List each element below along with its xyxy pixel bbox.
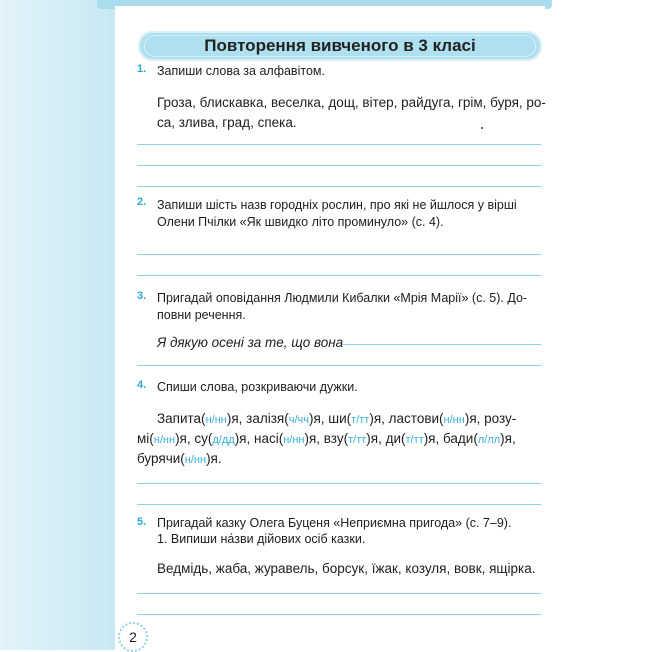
task-2-instruction-line1: Запиши шість назв городніх рослин, про які не йшлося у вірші <box>157 198 517 212</box>
page-margin-decoration <box>0 0 121 650</box>
writing-line[interactable] <box>137 614 541 615</box>
task-4-words-line2: мі(н/нн)я, су(д/дд)я, насі(н/нн)я, взу(т/тт)я, ди(т/тт)я, бади(л/лл)я, <box>137 431 516 446</box>
writing-line[interactable] <box>137 144 541 145</box>
task-5-words: Ведмідь, жаба, журавель, борсук, їжак, козуля, вовк, ящірка. <box>157 561 536 576</box>
task-2-number: 2. <box>137 196 147 208</box>
writing-line[interactable] <box>137 165 541 166</box>
task-1-words-line2: са, злива, град, спека. <box>157 115 297 130</box>
task-1-number: 1. <box>137 63 147 75</box>
task-3-number: 3. <box>137 290 147 302</box>
task-4-words-line1: Запита(н/нн)я, залізя(ч/чч)я, ши(т/тт)я, ластови(н/нн)я, розу- <box>157 411 517 426</box>
writing-line[interactable] <box>137 504 541 505</box>
task-4-instruction: Спиши слова, розкриваючи дужки. <box>157 380 358 394</box>
task-3-instruction-line1: Пригадай оповідання Людмили Кибалки «Мрія Марії» (с. 5). До- <box>157 291 528 305</box>
task-5-number: 5. <box>137 516 147 528</box>
page-title: Повторення вивченого в 3 класі <box>204 36 476 55</box>
page-number-badge <box>118 622 148 652</box>
page-number: 2 <box>129 629 137 645</box>
task-2-instruction-line2: Олени Пчілки «Як швидко літо проминуло» (с. 4). <box>157 215 444 229</box>
print-speck <box>481 127 483 129</box>
writing-line[interactable] <box>137 254 541 255</box>
task-1-instruction: Запиши слова за алфавітом. <box>157 64 325 78</box>
task-3-instruction-line2: повни речення. <box>157 308 246 322</box>
section-header <box>138 31 542 61</box>
task-1-words-line1: Гроза, блискавка, веселка, дощ, вітер, райдуга, грім, буря, ро- <box>157 95 546 110</box>
answer-line[interactable] <box>342 344 541 345</box>
task-4-number: 4. <box>137 379 147 391</box>
writing-line[interactable] <box>137 365 541 366</box>
task-5-instruction-line1: Пригадай казку Олега Буценя «Неприємна пригода» (с. 7–9). <box>157 516 512 530</box>
writing-line[interactable] <box>137 186 541 187</box>
task-4-words-line3: бурячи(н/нн)я. <box>137 451 222 466</box>
writing-line[interactable] <box>137 593 541 594</box>
writing-line[interactable] <box>137 275 541 276</box>
task-3-sentence: Я дякую осені за те, що вона <box>157 335 344 350</box>
writing-line[interactable] <box>137 483 541 484</box>
task-5-instruction-line2: 1. Випиши на́зви дійових осіб казки. <box>157 532 366 546</box>
